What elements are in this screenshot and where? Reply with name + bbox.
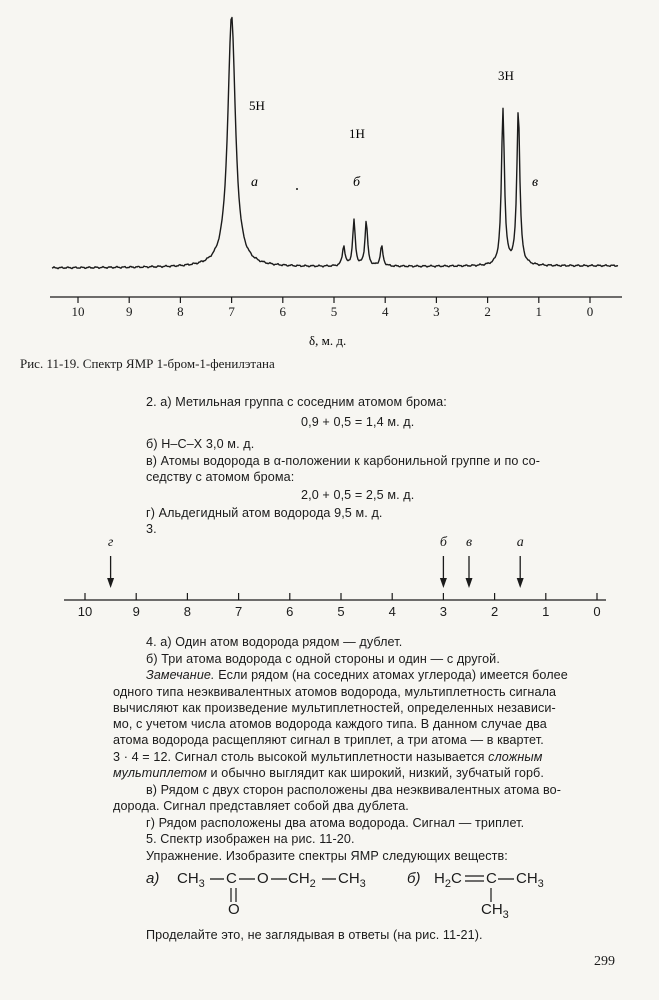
- formula-b-c1: C: [450, 870, 462, 887]
- formula-b-sub3: 3: [537, 878, 544, 890]
- scale-tick-label-2: 2: [490, 604, 499, 619]
- answer-3-number: 3.: [146, 522, 157, 536]
- formula-b-ch3-text: CH: [516, 870, 538, 887]
- scale-tick-label-0: 0: [593, 604, 601, 619]
- formula-b-ch3: [516, 870, 544, 890]
- answer-4b: б) Три атома водорода с одной стороны и один — с другой.: [146, 652, 500, 666]
- answer-2a: 2. а) Метильная группа с соседним атомом брома:: [146, 395, 447, 409]
- scale-tick-label-3: 3: [439, 604, 448, 619]
- formula-a-sub3b: 3: [359, 878, 366, 890]
- note-line-3: вычисляют как произведение мультиплетностей, определенных независи-: [113, 701, 556, 715]
- spectrum-tick-label-8: 8: [177, 304, 184, 319]
- peak-b-count: 1H: [349, 126, 365, 141]
- note-line-5: атома водорода расщепляют сигнал в триплет, а три атома — в квартет.: [113, 733, 544, 747]
- spectrum-tick-label-1: 1: [535, 304, 543, 319]
- spectrum-tick-label-2: 2: [484, 304, 491, 319]
- formula-a-carbonyl-c: C: [226, 870, 237, 887]
- equation-1: 0,9 + 0,5 = 1,4 м. д.: [301, 415, 415, 429]
- scale-tick-label-4: 4: [388, 604, 396, 619]
- formula-a-ch3b-text: CH: [338, 870, 360, 887]
- formula-a-ch2-text: CH: [288, 870, 310, 887]
- spectrum-tick-label-0: 0: [586, 304, 594, 319]
- formula-b-label: б): [407, 870, 421, 887]
- answer-2b: б) H–C–X 3,0 м. д.: [146, 437, 255, 451]
- exercise-heading: Упражнение. Изобразите спектры ЯМР следующих веществ:: [146, 849, 508, 863]
- formula-b-h: H: [434, 870, 445, 887]
- formula-b-c2: C: [486, 870, 497, 887]
- term-complex: сложным: [488, 750, 543, 764]
- spectrum-tick-label-10: 10: [71, 304, 85, 319]
- answer-2d: г) Альдегидный атом водорода 9,5 м. д.: [146, 506, 383, 520]
- spectrum-tick-label-3: 3: [433, 304, 440, 319]
- peak-c-count: 3H: [498, 68, 514, 83]
- formula-a-label: а): [146, 870, 160, 887]
- scale-tick-label-7: 7: [234, 604, 243, 619]
- formula-b-ch3down-text: CH: [481, 901, 503, 918]
- scale-tick-label-8: 8: [183, 604, 192, 619]
- scale-marker-label: б: [439, 535, 447, 550]
- term-multiplet: мультиплетом: [113, 766, 207, 780]
- answer-2c-line1: в) Атомы водорода в α-положении к карбонильной группе и по со-: [146, 454, 541, 468]
- scale-tick-label-1: 1: [542, 604, 550, 619]
- peak-b-letter: б: [353, 175, 361, 190]
- scale-tick-label-10: 10: [77, 604, 93, 619]
- spectrum-tick-label-7: 7: [228, 304, 235, 319]
- formula-a-sub3: 3: [198, 878, 205, 890]
- peak-a-count: 5H: [249, 98, 265, 113]
- note-text-1: Если рядом (на соседних атомах углерода) имеется более: [214, 668, 568, 682]
- spectrum-tick-label-9: 9: [125, 304, 133, 319]
- note-line-2: одного типа неэквивалентных атомов водорода, мультиплетность сигнала: [113, 685, 557, 699]
- answer-4c-line1: в) Рядом с двух сторон расположены два неэквивалентных атома во-: [146, 783, 561, 797]
- scale-marker-label: а: [516, 535, 524, 550]
- formula-b-sub2: 2: [444, 878, 451, 890]
- formula-a-ch3: CH: [177, 870, 199, 887]
- formula-a-ether-o: O: [257, 870, 269, 887]
- formula-b-h2c: [434, 870, 462, 890]
- spectrum-tick-label-5: 5: [330, 304, 338, 319]
- answer-4a: 4. а) Один атом водорода рядом — дублет.: [146, 635, 403, 649]
- scale-marker-label: в: [465, 535, 473, 550]
- note-line-4: мо, с учетом числа атомов водорода каждого типа. В данном случае два: [113, 717, 547, 731]
- spectrum-tick-label-4: 4: [381, 304, 389, 319]
- spectrum-tick-label-6: 6: [279, 304, 287, 319]
- page-number: 299: [594, 954, 615, 969]
- answer-4c-line2: дорода. Сигнал представляет собой два дублета.: [113, 799, 409, 813]
- final-instruction: Проделайте это, не заглядывая в ответы (на рис. 11-21).: [146, 928, 483, 942]
- peak-c-letter: в: [532, 175, 539, 190]
- scale-tick-label-9: 9: [132, 604, 140, 619]
- peak-a-letter: a: [251, 175, 258, 190]
- scale-tick-label-6: 6: [286, 604, 294, 619]
- note-label: Замечание.: [146, 668, 215, 682]
- scale-tick-label-5: 5: [337, 604, 345, 619]
- formula-b-ch3-down: [481, 901, 509, 921]
- formula-a-sub2: 2: [309, 878, 316, 890]
- note-text-6a: 3 · 4 = 12. Сигнал столь высокой мультиплетности называется: [113, 750, 489, 764]
- answer-2c-line2: седству с атомом брома:: [146, 470, 295, 484]
- figure-caption: Рис. 11-19. Спектр ЯМР 1-бром-1-фенилэтана: [20, 356, 275, 371]
- scale-marker-label: г: [107, 535, 114, 550]
- answer-4d: г) Рядом расположены два атома водорода. Сигнал — триплет.: [146, 816, 525, 830]
- note-text-7b: и обычно выглядит как широкий, низкий, зубчатый горб.: [206, 766, 544, 780]
- spectrum-axis-label: δ, м. д.: [309, 333, 347, 348]
- formula-b-sub3down: 3: [502, 909, 509, 921]
- formula-a-carbonyl-o: O: [228, 901, 240, 918]
- answer-5: 5. Спектр изображен на рис. 11-20.: [146, 832, 355, 846]
- equation-2: 2,0 + 0,5 = 2,5 м. д.: [301, 488, 415, 502]
